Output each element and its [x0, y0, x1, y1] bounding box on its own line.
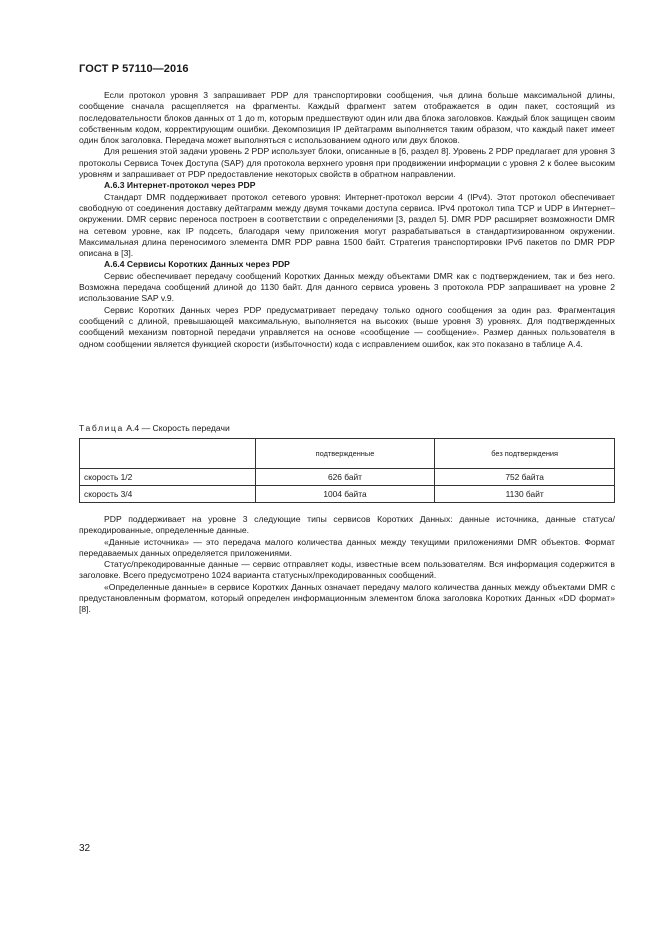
paragraph: «Определенные данные» в сервисе Коротких Данных означает передачу малого количества данных между объектами DMR с предустановленным форматом, который определен информационным элементом блока заголовка Коротких Данных «DD формат» [8]. — [79, 581, 615, 615]
paragraph: Для решения этой задачи уровень 2 PDP использует блоки, описанные в [6, раздел 8]. Уровень 2 PDP предлагает для уровня 3 протоколы Сервиса Точек Доступа (SAP) для протокола верхнего уровня при продвижении информации с уровня 2 к более высоким уровням и запрашивает от PDP предоставление некоторых свойств в обратном направлении. — [79, 146, 615, 180]
table-cell: 1130 байт — [435, 486, 615, 503]
document-header: ГОСТ Р 57110—2016 — [79, 63, 189, 75]
paragraph: Сервис обеспечивает передачу сообщений Коротких Данных между объектами DMR как с подтверждением, так и без него. Возможна передача сообщений длиной до 1130 байт. Для данного сервиса уровень 3 протокола PDP запрашивает на уровне 2 использование SAP v.9. — [79, 270, 615, 304]
main-text-top — [79, 90, 615, 350]
paragraph: «Данные источника» — это передача малого количества данных между текущими приложениями DMR объектов. Формат передаваемых данных определяется приложениями. — [79, 536, 615, 558]
paragraph: Если протокол уровня 3 запрашивает PDP для транспортировки сообщения, чья длина больше максимальной длины, сообщение сначала расщепляется на фрагменты. Каждый фрагмент затем отображается в один пакет, состоящий из последовательности блоков данных от 1 до m, которым предшествуют один или два блока заголовков. Каждый блок защищен своим собственным кодом, корректирующим ошибки. Декомпозиция IP дейтаграмм выполняется таким образом, что каждый пакет имеет один блок заголовка. Передача может выполняться с использованием одного или двух блоков. — [79, 90, 615, 146]
table-caption — [79, 423, 230, 433]
table-cell: 1004 байта — [255, 486, 435, 503]
table-caption-title: А.4 — Скорость передачи — [123, 423, 230, 433]
table-caption-label: Таблица — [79, 423, 124, 433]
table-cell: 752 байта — [435, 469, 615, 486]
table-header-cell: без подтверждения — [435, 439, 615, 469]
paragraph: Сервис Коротких Данных через PDP предусматривает передачу только одного сообщения за один раз. Фрагментация сообщений с длиной, превышающей максимальную, выполняется на высоких (выше уровня 3) уровнях. Для подтвержденных сообщений механизм повторной передачи управляется на основе «сообщение — сообщение». Размер данных пользователя в одном сообщении является функцией скорости (избыточности) кода с исправлением ошибок, как это показано в таблице А.4. — [79, 304, 615, 349]
table-cell: 626 байт — [255, 469, 435, 486]
paragraph: PDP поддерживает на уровне 3 следующие типы сервисов Коротких Данных: данные источника, данные статуса/прекодированные, определенные данные. — [79, 514, 615, 536]
table-row — [80, 469, 615, 486]
paragraph: Стандарт DMR поддерживает протокол сетевого уровня: Интернет-протокол версии 4 (IPv4). Этот протокол обеспечивает свободную от соединения доставку дейтаграмм между двумя точками доступа сервиса. IPv4 протокол типа TCP и UDP в Интернет–окружении. DMR сервис переноса построен в соответствии с определениями [3, раздел 5]. DMR PDP расширяет возможности DMR на сетевом уровне, как IP подсеть, благодаря чему приложения могут разрабатываться в стандартизированном окружении. Максимальная длина переносимого элемента DMR PDP равна 1500 байт. Стратегия транспортировки IPv6 пакетов по DMR PDP описана в [3]. — [79, 191, 615, 259]
speed-table — [79, 438, 615, 503]
section-heading-a63: А.6.3 Интернет-протокол через PDP — [104, 180, 256, 191]
table-row — [80, 486, 615, 503]
section-heading-a64: А.6.4 Сервисы Коротких Данных через PDP — [104, 259, 290, 270]
table-header-cell — [80, 439, 256, 469]
table-cell: скорость 3/4 — [80, 486, 256, 503]
table-header-cell: подтвержденные — [255, 439, 435, 469]
main-text-bottom — [79, 514, 615, 616]
table-header-row — [80, 439, 615, 469]
table-cell: скорость 1/2 — [80, 469, 256, 486]
page-number: 32 — [79, 843, 91, 854]
paragraph: Статус/прекодированные данные — сервис отправляет коды, известные всем пользователям. Вся информация содержится в заголовке. Всего предусмотрено 1024 варианта статусных/прекодированных сообщений. — [79, 559, 615, 581]
